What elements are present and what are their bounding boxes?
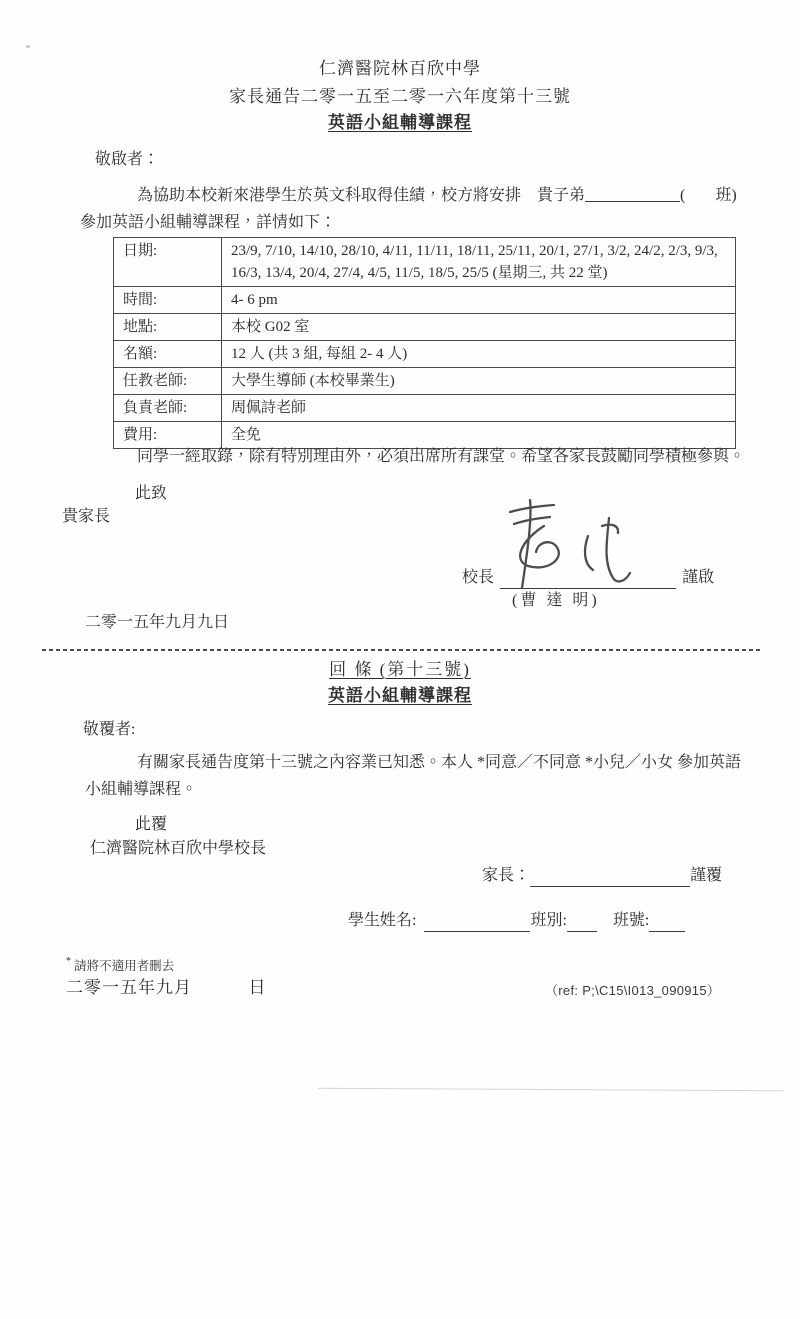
- table-row: [114, 368, 736, 395]
- course-table-body: [114, 238, 736, 449]
- recipient-label: 貴家長: [62, 508, 111, 525]
- paragraph-1-line-1: [137, 185, 737, 207]
- school-name: 仁濟醫院林百欣中學: [319, 59, 481, 78]
- parent-signature-row: [482, 866, 722, 887]
- table-row-label: 名額:: [114, 341, 222, 368]
- table-row-value: 全免: [222, 422, 736, 449]
- notice-date: 二零一五年九月九日: [85, 614, 230, 631]
- paragraph-1-line-2: 參加英語小組輔導課程，詳情如下：: [80, 214, 337, 231]
- course-detail-table: [113, 237, 736, 449]
- student-name-label: 學生姓名:: [348, 912, 417, 929]
- footnote-asterisk: *: [66, 956, 71, 967]
- scan-artifact-line: [318, 1088, 783, 1091]
- table-row-label: 任教老師:: [114, 368, 222, 395]
- table-row-value: 周佩詩老師: [222, 395, 736, 422]
- class-paren-open: (: [680, 187, 686, 204]
- class-paren-close: 班): [715, 187, 737, 204]
- reply-salutation: 敬覆者:: [83, 721, 136, 738]
- table-row: [114, 341, 736, 368]
- table-row-value: 12 人 (共 3 組, 每組 2- 4 人): [222, 341, 736, 368]
- table-row-value: 大學生導師 (本校畢業生): [222, 368, 736, 395]
- class-label: 班別:: [530, 912, 567, 929]
- cut-line-separator: [42, 649, 762, 651]
- reply-slip-title: 回 條 (第十三號): [329, 660, 471, 679]
- cifu-label: 此覆: [135, 816, 168, 833]
- reference-code: （ref: P;\C15\I013_090915）: [545, 983, 721, 998]
- salutation: 敬啟者：: [95, 151, 160, 168]
- class-number-blank: [649, 915, 685, 932]
- principal-label: 校長: [462, 569, 495, 586]
- table-row-value: 4- 6 pm: [222, 287, 736, 314]
- reply-date-prefix: 二零一五年九月: [66, 978, 192, 997]
- scan-speck: [26, 45, 30, 48]
- reply-body: 有關家長通告度第十三號之內容業已知悉。本人 *同意／不同意 *小兒／小女 參加英語小組輔導課程。: [85, 754, 742, 798]
- table-row-label: 地點:: [114, 314, 222, 341]
- table-row: [114, 238, 736, 287]
- table-row-label: 時間:: [114, 287, 222, 314]
- table-row-value: 本校 G02 室: [222, 314, 736, 341]
- reply-addressee: 仁濟醫院林百欣中學校長: [90, 840, 267, 857]
- table-row-label: 費用:: [114, 422, 222, 449]
- student-name-blank: [424, 915, 530, 932]
- parent-label: 家長：: [482, 867, 531, 884]
- table-row-label: 負責老師:: [114, 395, 222, 422]
- jinfu-label: 謹覆: [690, 867, 723, 884]
- footnote: [66, 956, 174, 974]
- table-row-label: 日期:: [114, 238, 222, 287]
- table-row-value: 23/9, 7/10, 14/10, 28/10, 4/11, 11/11, 18/11, 25/11, 20/1, 27/1, 3/2, 24/2, 2/3, 9/3, 16/3, 13/4, 20/4, 27/4, 4/5, 11/5, 18/5, 25/5 (星期三, 共 22 堂): [222, 238, 736, 287]
- table-row: [114, 395, 736, 422]
- parent-signature-line: [530, 870, 690, 887]
- principal-name: (曹 達 明): [512, 592, 600, 609]
- notice-subject: 英語小組輔導課程: [328, 113, 472, 132]
- reply-slip-subject: 英語小組輔導課程: [328, 686, 472, 705]
- reply-date-suffix: 日: [248, 978, 267, 997]
- table-row: [114, 287, 736, 314]
- student-info-row: [348, 911, 685, 932]
- principal-signature-row: [462, 568, 714, 589]
- child-name-blank: [585, 185, 680, 202]
- class-blank: [567, 915, 597, 932]
- table-row: [114, 422, 736, 449]
- jinqi-label: 謹啟: [682, 569, 715, 586]
- table-row: [114, 314, 736, 341]
- paragraph-1-lead: 為協助本校新來港學生於英文科取得佳績，校方將安排 貴子弟: [137, 187, 586, 204]
- class-number-label: 班號:: [612, 912, 650, 929]
- footnote-text: 請將不適用者刪去: [74, 959, 175, 973]
- principal-signature-line: [500, 572, 676, 589]
- cizhi-label: 此致: [135, 485, 168, 502]
- paragraph-2: 同學一經取錄，除有特別理由外，必須出席所有課堂。希望各家長鼓勵同學積極參與。: [137, 448, 746, 465]
- reply-date-row: [66, 977, 267, 998]
- notice-number: 家長通告二零一五至二零一六年度第十三號: [229, 87, 571, 106]
